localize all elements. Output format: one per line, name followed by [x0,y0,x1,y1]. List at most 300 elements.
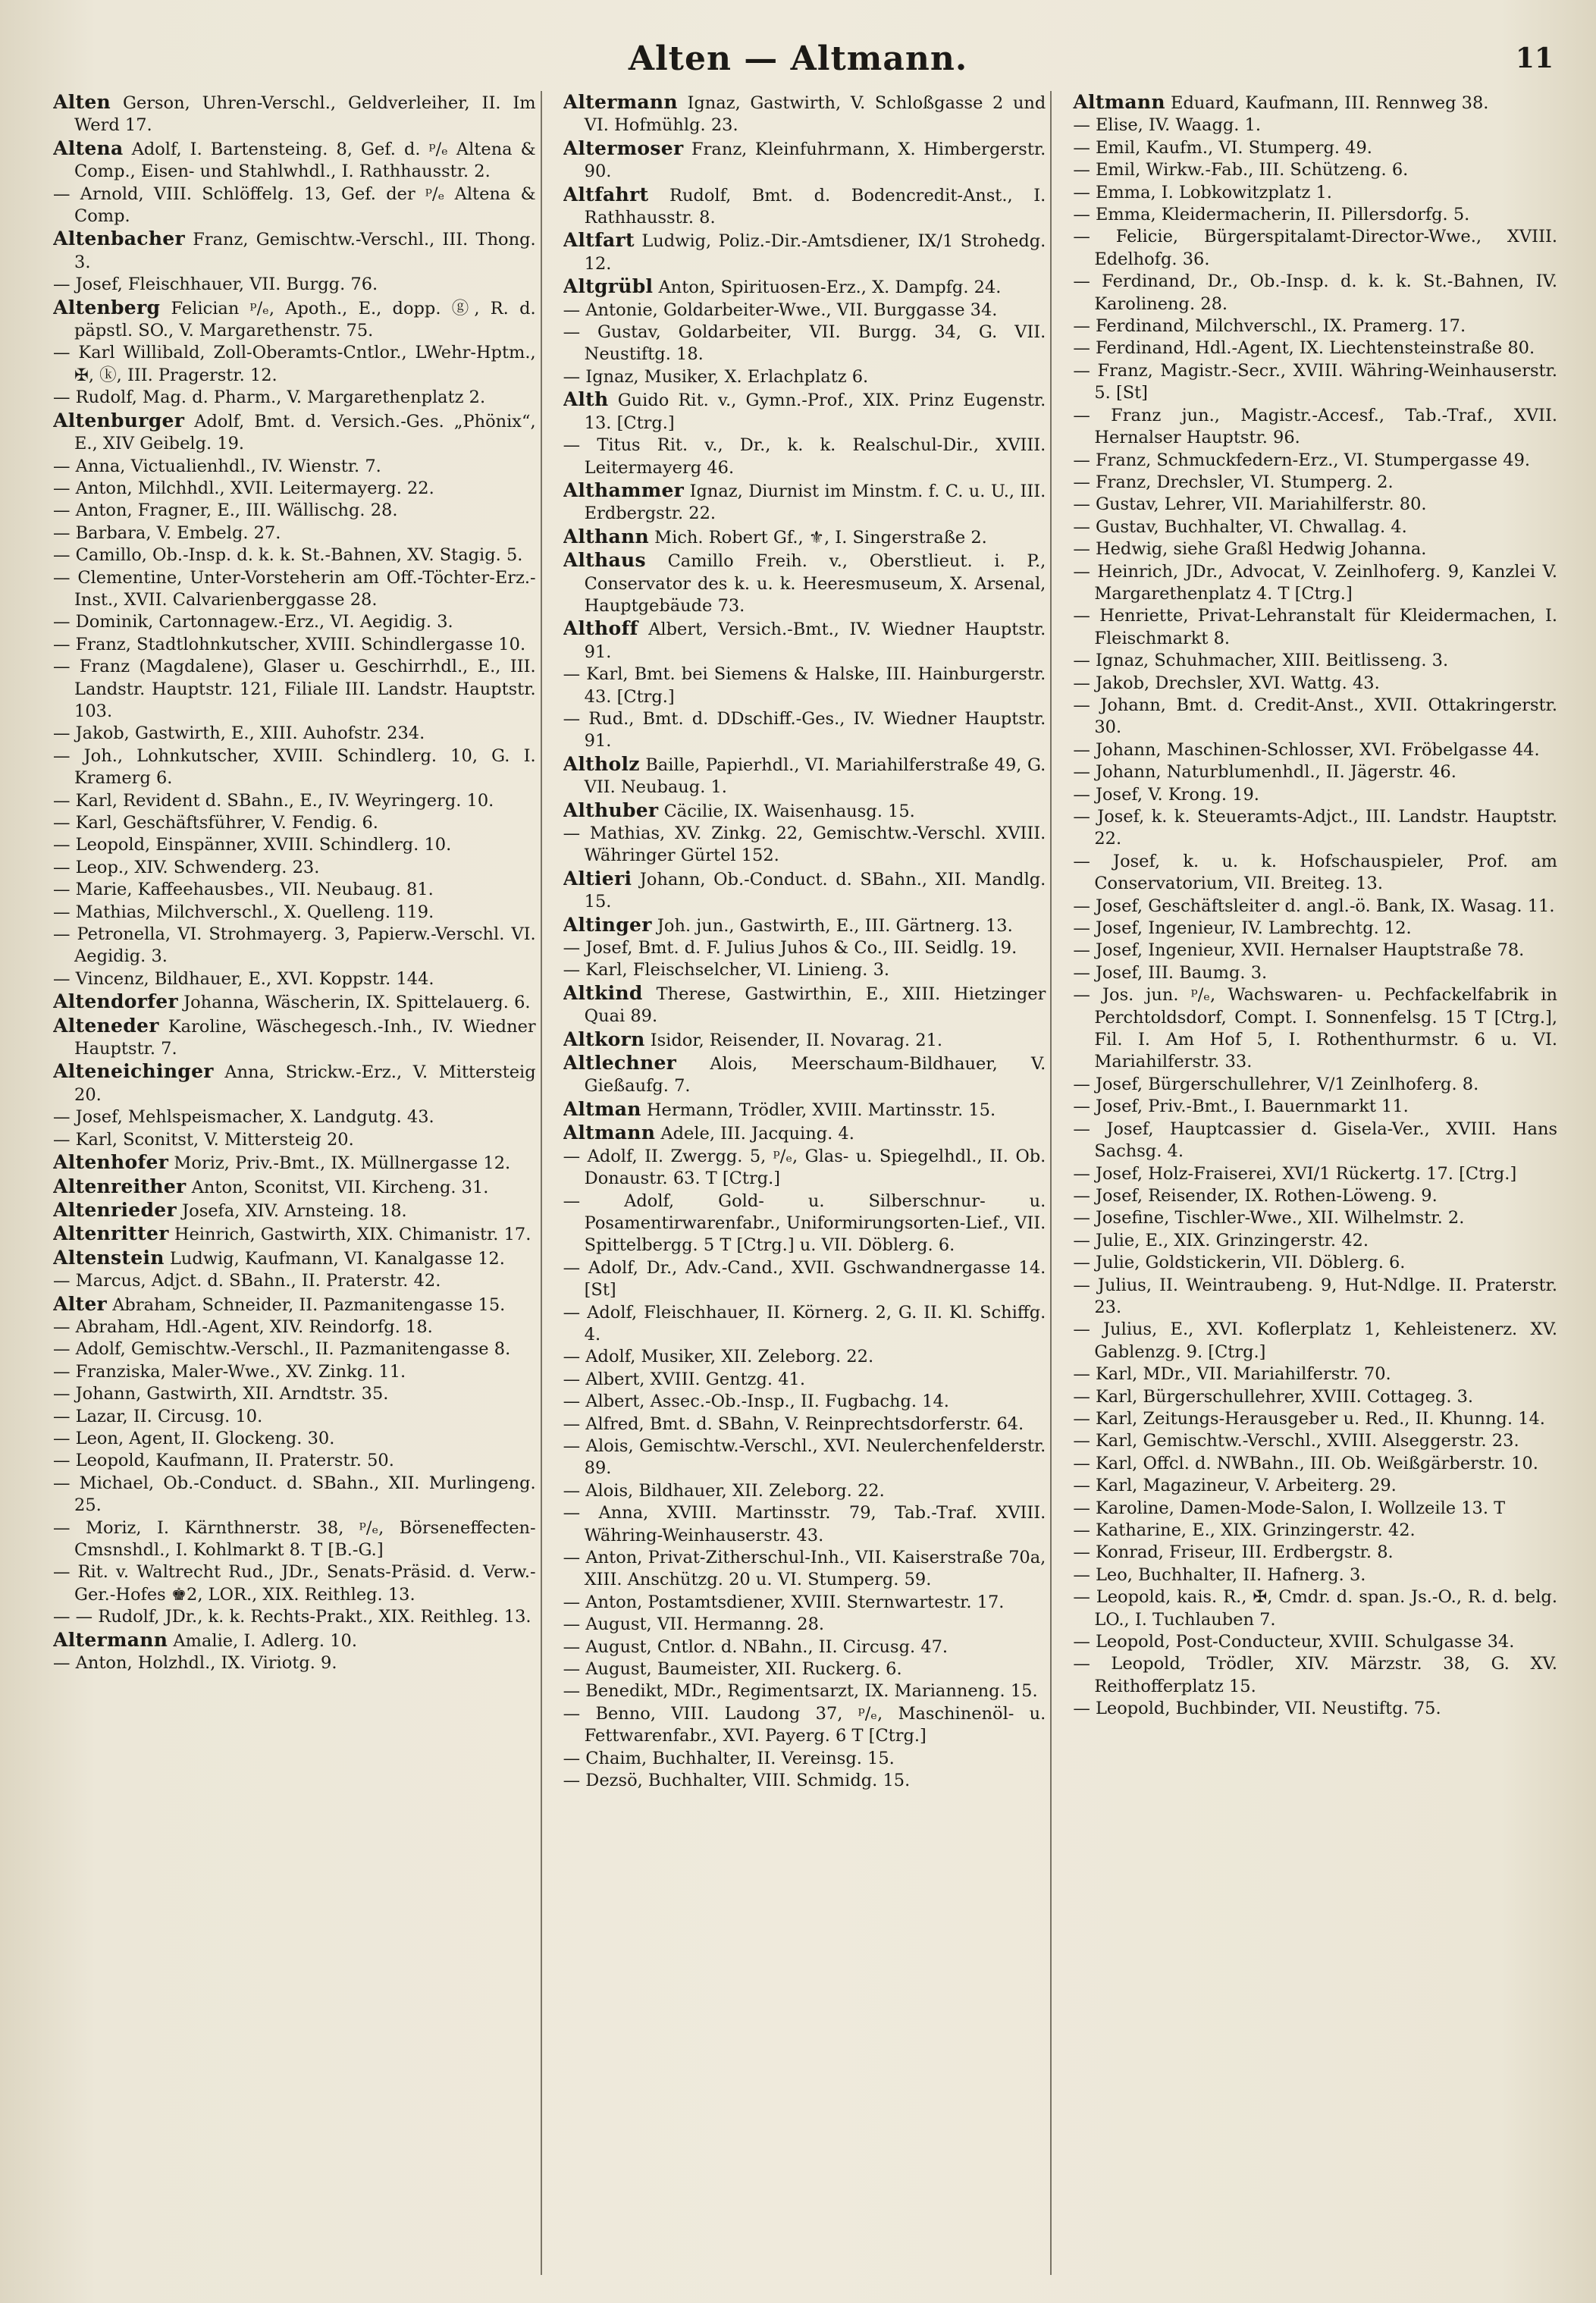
entry-text: — Alois, Bildhauer, XII. Zeleborg. 22. [563,1480,885,1501]
entry-text: Albert, Versich.-Bmt., IV. Wiedner Hauptstr. 91. [584,620,1046,662]
entry-surname: Altkorn [563,1028,645,1050]
entry-text: — Adolf, Musiker, XII. Zeleborg. 22. [563,1347,874,1367]
entry-surname: Altlechner [563,1052,677,1075]
directory-entry [563,1480,1046,1502]
entry-text: — Karl, Magazineur, V. Arbeiterg. 29. [1073,1476,1397,1496]
directory-entry [563,868,1046,914]
entry-text: — Rit. v. Waltrecht Rud., JDr., Senats-Präsid. d. Verw.-Ger.-Hofes ♚2, LOR., XIX. Reithleg. 13. [53,1562,536,1605]
entry-text: Camillo Freih. v., Oberstlieut. i. P., Conservator des k. u. k. Heeresmuseum, X. Arsenal, Hauptgebäude 73. [584,551,1046,616]
directory-entry [563,1302,1046,1347]
entry-surname: Altenrieder [53,1198,177,1221]
entry-text: — Henriette, Privat-Lehranstalt für Kleidermachen, I. Fleischmarkt 8. [1073,606,1557,648]
entry-text: Amalie, I. Adlerg. 10. [173,1630,358,1651]
directory-entry [563,617,1046,664]
entry-surname: Altfahrt [563,183,649,206]
entry-text: — Josef, Fleischhauer, VII. Burgg. 76. [53,275,378,295]
entry-text: — Adolf, II. Zwergg. 5, ᵖ/ₑ, Glas- u. Spiegelhdl., II. Ob. Donaustr. 63. T [Ctrg.] [563,1146,1046,1189]
directory-entry [53,1316,536,1338]
entry-surname: Altmann [1073,91,1165,113]
directory-entry [563,1346,1046,1368]
entry-text: — Johann, Maschinen-Schlosser, XVI. Fröbelgasse 44. [1073,739,1540,760]
directory-entry [1073,1363,1557,1385]
entry-surname: Alten [53,91,111,113]
directory-entry [563,1547,1046,1592]
entry-text: — Alfred, Bmt. d. SBahn, V. Reinprechtsdorferstr. 64. [563,1413,1024,1434]
entry-surname: Altieri [563,867,632,890]
entry-text: — Clementine, Unter-Vorsteherin am Off.-Töchter-Erz.-Inst., XVII. Calvarienberggasse 28. [53,567,536,610]
entry-surname: Altena [53,136,124,159]
directory-entry [563,1435,1046,1480]
directory-entry [563,479,1046,526]
page-number: 11 [1515,42,1554,74]
directory-entry [563,1770,1046,1792]
entry-text: — Karl, Zeitungs-Herausgeber u. Red., II. Khunng. 14. [1073,1408,1545,1429]
entry-text: — Johann, Bmt. d. Credit-Anst., XVII. Ottakringerstr. 30. [1073,695,1557,738]
entry-text: — Josef, Bmt. d. F. Julius Juhos & Co., III. Seidlg. 19. [563,938,1017,959]
directory-entry [563,1098,1046,1122]
entry-text: — Anna, Victualienhdl., IV. Wienstr. 7. [53,456,381,476]
entry-surname: Althann [563,525,649,548]
directory-entry [563,1748,1046,1770]
entry-surname: Altkind [563,981,643,1004]
entry-text: — Karoline, Damen-Mode-Salon, I. Wollzeile 13. T [1073,1498,1506,1518]
directory-entry [53,1199,536,1222]
entry-text: — Karl Willibald, Zoll-Oberamts-Cntlor., LWehr-Hptm., ✠, ⓚ, III. Pragerstr. 12. [53,343,536,385]
entry-text: — Josef, k. u. k. Hofschauspieler, Prof. am Conservatorium, VII. Breiteg. 13. [1073,851,1557,894]
entry-text: — Karl, Gemischtw.-Verschl., XVIII. Alseggerstr. 23. [1073,1431,1519,1451]
directory-entry [53,500,536,522]
directory-entry [53,611,536,633]
directory-entry [1073,1586,1557,1631]
directory-entry [53,1129,536,1151]
entry-surname: Alter [53,1292,108,1315]
entry-text: — Dominik, Cartonnagew.-Erz., VI. Aegidig. 3. [53,612,453,632]
entry-surname: Altenhofer [53,1151,169,1174]
entry-text: — Hedwig, siehe Graßl Hedwig Johanna. [1073,539,1427,560]
directory-entry [1073,605,1557,650]
directory-entry [1073,896,1557,918]
directory-entry [53,1383,536,1405]
directory-entry [1073,739,1557,761]
directory-entry [563,1369,1046,1391]
entry-text: — August, VII. Hermanng. 28. [563,1614,825,1635]
directory-entry [563,799,1046,823]
entry-surname: Altholz [563,752,640,775]
entry-surname: Altendorfer [53,990,178,1013]
entry-text: Mich. Robert Gf., ⚜, I. Singerstraße 2. [654,527,987,548]
entry-text: — Elise, IV. Waagg. 1. [1073,115,1262,136]
directory-entry [563,1391,1046,1413]
directory-entry [53,857,536,879]
entry-text: — Vincenz, Bildhauer, E., XVI. Koppstr. 144. [53,968,434,989]
directory-entry [53,137,536,184]
entry-text: Isidor, Reisender, II. Novarag. 21. [650,1030,943,1050]
entry-text: — Gustav, Buchhalter, VI. Chwallag. 4. [1073,516,1407,537]
directory-entry [1073,984,1557,1074]
entry-text: — Marie, Kaffeehausbes., VII. Neubaug. 81. [53,880,434,900]
directory-entry [1073,673,1557,695]
directory-entry [1073,1074,1557,1096]
entry-surname: Althammer [563,478,685,501]
entry-text: — Lazar, II. Circusg. 10. [53,1406,263,1426]
directory-entry [53,656,536,723]
directory-entry [563,708,1046,753]
directory-entry [1073,695,1557,739]
entry-surname: Altermann [53,1628,168,1651]
entry-text: — Leopold, Post-Conducteur, XVIII. Schulgasse 34. [1073,1632,1515,1652]
entry-text: — Heinrich, JDr., Advocat, V. Zeinlhoferg. 9, Kanzlei V. Margarethenplatz 4. T [Ctrg.] [1073,561,1557,604]
directory-entry [563,664,1046,708]
entry-text: — Jos. jun. ᵖ/ₑ, Wachswaren- u. Pechfackelfabrik in Perchtoldsdorf, Compt. I. Sonnenfelsg. 15 T [Ctrg.], Fil. I. Am Hof 5, I. Rothenthurmstr. 6 u. VI. Mariahilferstr. 33. [1073,985,1557,1072]
directory-entry [1073,1542,1557,1564]
entry-text: — Chaim, Buchhalter, II. Vereinsg. 15. [563,1748,895,1768]
directory-entry [53,1450,536,1472]
entry-text: — Dezsö, Buchhalter, VIII. Schmidg. 15. [563,1771,911,1791]
directory-entry [563,229,1046,275]
entry-text: — Karl, Offcl. d. NWBahn., III. Ob. Weißgärberstr. 10. [1073,1453,1538,1473]
entry-text: — Anton, Postamtsdiener, XVIII. Sternwartestr. 17. [563,1592,1005,1612]
entry-text: — Franziska, Maler-Wwe., XV. Zinkg. 11. [53,1361,406,1382]
directory-entry [53,1473,536,1517]
directory-entry [1073,1653,1557,1698]
directory-entry [563,1052,1046,1098]
directory-entry [53,879,536,901]
directory-entry [1073,1564,1557,1586]
directory-entry [53,1606,536,1628]
entry-text: Franz, Gemischtw.-Verschl., III. Thong. 3. [74,230,536,272]
entry-text: — Rud., Bmt. d. DDschiff.-Ges., IV. Wiedner Hauptstr. 91. [563,708,1046,751]
page-header [0,39,1596,85]
directory-entry [53,409,536,456]
entry-text: — Mathias, XV. Zinkg. 22, Gemischtw.-Verschl. XVIII. Währinger Gürtel 152. [563,824,1046,866]
entry-text: — Franz jun., Magistr.-Accesf., Tab.-Traf., XVII. Hernalser Hauptstr. 96. [1073,405,1557,448]
entry-surname: Altermann [563,91,678,113]
entry-text: — Josef, Hauptcassier d. Gisela-Ver., XVIII. Hans Sachsg. 4. [1073,1119,1557,1162]
entry-surname: Alteneichinger [53,1060,214,1083]
entry-surname: Altmann [563,1122,656,1144]
entry-text: — Karl, Bürgerschullehrer, XVIII. Cottageg. 3. [1073,1386,1474,1407]
directory-entry [1073,271,1557,315]
column-2 [563,91,1052,2275]
entry-text: — — Rudolf, JDr., k. k. Rechts-Prakt., XIX. Reithleg. 13. [53,1607,531,1627]
entry-text: — Petronella, VI. Strohmayerg. 3, Papierw.-Verschl. VI. Aegidig. 3. [53,924,536,967]
entry-text: Johann, Ob.-Conduct. d. SBahn., XII. Mandlg. 15. [584,869,1046,912]
entry-text: — Mathias, Milchverschl., X. Quelleng. 119. [53,902,434,922]
directory-entry [563,982,1046,1028]
entry-text: — Anton, Privat-Zitherschul-Inh., VII. Kaiserstraße 70a, XIII. Anschützg. 20 u. VI. Stumperg. 59. [563,1548,1046,1590]
entry-text: — Leop., XIV. Schwenderg. 23. [53,857,320,877]
entry-text: — Jakob, Drechsler, XVI. Wattg. 43. [1073,673,1380,693]
entry-text: — Leo, Buchhalter, II. Hafnerg. 3. [1073,1564,1366,1585]
entry-text: — Josefine, Tischler-Wwe., XII. Wilhelmstr. 2. [1073,1208,1465,1228]
directory-entry [1073,761,1557,783]
entry-text: — Leopold, Buchbinder, VII. Neustiftg. 75. [1073,1699,1441,1719]
directory-entry [1073,1453,1557,1475]
directory-entry [53,990,536,1014]
entry-text: — Jakob, Gastwirth, E., XIII. Auhofstr. 234. [53,723,425,744]
entry-text: Ignaz, Diurnist im Minstm. f. C. u. U., III. Erdbergstr. 22. [584,481,1046,524]
directory-entry [1073,784,1557,806]
entry-text: — Josef, Reisender, IX. Rothen-Löweng. 9. [1073,1185,1438,1206]
directory-entry [53,834,536,856]
directory-entry [1073,1698,1557,1720]
directory-entry [53,227,536,274]
entry-text: — Felicie, Bürgerspitalamt-Director-Wwe., XVIII. Edelhofg. 36. [1073,227,1557,269]
directory-entry [563,1636,1046,1658]
entry-text: Ignaz, Gastwirth, V. Schloßgasse 2 und VI. Hofmühlg. 23. [584,93,1046,136]
directory-entry [563,1592,1046,1614]
entry-text: — Karl, Fleischselcher, VI. Linieng. 3. [563,960,890,981]
entry-text: — Adolf, Gemischtw.-Verschl., II. Pazmanitengasse 8. [53,1339,511,1360]
entry-surname: Altinger [563,913,652,936]
entry-text: — Emma, Kleidermacherin, II. Pillersdorfg. 5. [1073,205,1470,225]
directory-entry [53,1015,536,1061]
entry-text: — Marcus, Adjct. d. SBahn., II. Praterstr. 42. [53,1271,441,1291]
entry-text: — Leopold, Trödler, XIV. Märzstr. 38, G. XV. Reithofferplatz 15. [1073,1654,1557,1696]
directory-entry [53,1338,536,1360]
directory-entry [53,812,536,834]
directory-entry [53,634,536,656]
entry-surname: Alteneder [53,1014,159,1037]
entry-text: — Arnold, VIII. Schlöffelg. 13, Gef. der ᵖ/ₑ Altena & Comp. [53,184,536,227]
entry-text: Rudolf, Bmt. d. Bodencredit-Anst., I. Rathhausstr. 8. [584,185,1046,228]
directory-entry [53,1629,536,1652]
directory-entry [563,1028,1046,1052]
directory-entry [563,1703,1046,1748]
entry-text: — Karl, MDr., VII. Mariahilferstr. 70. [1073,1364,1391,1385]
entry-text: — Johann, Naturblumenhdl., II. Jägerstr. 46. [1073,762,1456,783]
directory-entry [53,790,536,812]
directory-entry [563,1146,1046,1191]
directory-entry [1073,159,1557,181]
entry-surname: Alth [563,388,609,411]
entry-text: — Karl, Sconitst, V. Mittersteig 20. [53,1129,354,1150]
entry-text: — Katharine, E., XIX. Grinzingerstr. 42. [1073,1520,1416,1540]
entry-text: — Camillo, Ob.-Insp. d. k. k. St.-Bahnen, XV. Stagig. 5. [53,545,523,566]
entry-text: Anna, Strickw.-Erz., V. Mittersteig 20. [74,1062,536,1105]
directory-entry [1073,1408,1557,1430]
entry-text: — Emil, Kaufm., VI. Stumperg. 49. [1073,137,1372,158]
entry-text: — Albert, Assec.-Ob.-Insp., II. Fugbachg. 14. [563,1392,949,1412]
entry-text: — Josef, Holz-Fraiserei, XVI/1 Rückertg. 17. [Ctrg.] [1073,1163,1517,1184]
directory-entry [563,914,1046,937]
directory-entry [53,456,536,478]
entry-text: — Karl, Bmt. bei Siemens & Halske, III. Hainburgerstr. 43. [Ctrg.] [563,664,1046,707]
entry-text: — Anton, Fragner, E., III. Wällischg. 28. [53,500,398,521]
directory-entry [563,1122,1046,1145]
directory-entry [53,1293,536,1316]
entry-text: — Rudolf, Mag. d. Pharm., V. Margarethenplatz 2. [53,387,486,408]
directory-entry [1073,315,1557,337]
entry-text: — Titus Rit. v., Dr., k. k. Realschul-Dir., XVIII. Leitermayerg 46. [563,435,1046,478]
entry-text: — Josef, k. k. Steueramts-Adjct., III. Landstr. Hauptstr. 22. [1073,807,1557,849]
directory-entry [563,275,1046,299]
entry-text: — Emil, Wirkw.-Fab., III. Schützeng. 6. [1073,160,1409,180]
entry-surname: Altenberg [53,296,161,318]
entry-text: — Leopold, Kaufmann, II. Praterstr. 50. [53,1451,394,1471]
entry-text: — Josef, Geschäftsleiter d. angl.-ö. Bank, IX. Wasag. 11. [1073,896,1555,916]
entry-text: — Ignaz, Schuhmacher, XIII. Beitlisseng. 3. [1073,651,1449,671]
entry-surname: Altenstein [53,1246,165,1269]
entry-surname: Altenritter [53,1222,169,1245]
directory-entry [1073,1386,1557,1408]
directory-entry [53,184,536,228]
entry-text: — Adolf, Gold- u. Silberschnur- u. Posamentirwarenfabr., Uniformirungsorten-Lief., VII. Spittelbergg. 5 T [Ctrg.] u. VII. Döblerg. 6. [563,1191,1046,1256]
directory-entry [563,823,1046,868]
entry-text: — August, Baumeister, XII. Ruckerg. 6. [563,1659,902,1680]
directory-entry [1073,806,1557,851]
entry-text: — Anton, Milchhdl., XVII. Leitermayerg. 22. [53,478,434,498]
entry-text: — Ferdinand, Hdl.-Agent, IX. Liechtensteinstraße 80. [1073,338,1535,359]
directory-entry [53,274,536,296]
entry-text: — Joh., Lohnkutscher, XVIII. Schindlerg. 10, G. I. Kramerg 6. [53,745,536,789]
entry-text: — Alois, Gemischtw.-Verschl., XVI. Neulerchenfelderstr. 89. [563,1435,1046,1479]
directory-entry [563,184,1046,230]
entry-surname: Althaus [563,549,646,572]
directory-entry [1073,472,1557,494]
directory-entry [1073,940,1557,962]
directory-entry [53,297,536,343]
directory-entry [563,1257,1046,1302]
directory-entry [1073,494,1557,516]
entry-surname: Althoff [563,617,638,640]
entry-text: — Leopold, kais. R., ✠, Cmdr. d. span. Js.-O., R. d. belg. LO., I. Tuchlauben 7. [1073,1587,1557,1630]
entry-text: Moriz, Priv.-Bmt., IX. Müllnergasse 12. [174,1153,511,1174]
entry-surname: Altenbacher [53,227,185,250]
directory-entry [1073,337,1557,359]
entry-text: Johanna, Wäscherin, IX. Spittelauerg. 6. [183,993,531,1013]
directory-entry [563,1658,1046,1680]
directory-entry [563,526,1046,549]
entry-text: — Barbara, V. Embelg. 27. [53,522,281,543]
entry-surname: Altenreither [53,1175,187,1197]
directory-entry [1073,962,1557,984]
directory-entry [563,435,1046,479]
directory-entry [563,1191,1046,1257]
entry-columns [53,91,1562,2275]
directory-entry [53,1652,536,1674]
directory-entry [1073,226,1557,271]
entry-text: — Franz, Stadtlohnkutscher, XVIII. Schindlergasse 10. [53,634,526,654]
directory-entry [563,753,1046,799]
entry-text: — Johann, Gastwirth, XII. Arndtstr. 35. [53,1384,389,1404]
directory-entry [1073,1631,1557,1653]
directory-entry [563,137,1046,184]
entry-text: — Josef, Priv.-Bmt., I. Bauernmarkt 11. [1073,1097,1409,1117]
entry-text: Joh. jun., Gastwirth, E., III. Gärtnerg. 13. [657,915,1013,936]
directory-entry [1073,204,1557,226]
entry-text: — Franz, Schmuckfedern-Erz., VI. Stumpergasse 49. [1073,450,1531,470]
directory-entry [1073,1230,1557,1252]
entry-text: — Adolf, Fleischhauer, II. Körnerg. 2, G. II. Kl. Schiffg. 4. [563,1302,1046,1344]
entry-text: — Franz, Magistr.-Secr., XVIII. Währing-Weinhauserstr. 5. [St] [1073,360,1557,403]
entry-surname: Altenburger [53,409,185,431]
directory-entry [563,300,1046,322]
directory-entry [1073,1252,1557,1274]
entry-text: — Antonie, Goldarbeiter-Wwe., VII. Burggasse 34. [563,300,998,320]
directory-entry [563,1614,1046,1636]
entry-text: Baille, Papierhdl., VI. Mariahilferstraße 49, G. VII. Neubaug. 1. [584,755,1046,798]
entry-text: Guido Rit. v., Gymn.-Prof., XIX. Prinz Eugenstr. 13. [Ctrg.] [584,391,1046,433]
entry-text: Adele, III. Jacquing. 4. [660,1124,854,1144]
directory-entry [53,723,536,745]
entry-text: Adolf, I. Bartensteing. 8, Gef. d. ᵖ/ₑ Altena & Comp., Eisen- und Stahlwhdl., I. Rathhausstr. 2. [74,139,536,182]
directory-entry [53,745,536,790]
entry-text: — Karl, Geschäftsführer, V. Fendig. 6. [53,813,378,833]
entry-text: — Emma, I. Lobkowitzplatz 1. [1073,182,1332,202]
directory-entry [53,1175,536,1199]
entry-text: — Ignaz, Musiker, X. Erlachplatz 6. [563,366,869,387]
directory-entry [53,1270,536,1292]
entry-text: — Leopold, Einspänner, XVIII. Schindlerg. 10. [53,835,452,855]
directory-entry [1073,1096,1557,1118]
directory-entry [53,924,536,968]
entry-text: — Julius, II. Weintraubeng. 9, Hut-Ndlge. II. Praterstr. 23. [1073,1275,1557,1317]
entry-text: — Benno, VIII. Laudong 37, ᵖ/ₑ, Maschinenöl- u. Fettwarenfabr., XVI. Payerg. 6 T [Ctrg.] [563,1703,1046,1746]
entry-text: Anton, Spirituosen-Erz., X. Dampfg. 24. [658,278,1002,298]
entry-text: — Julius, E., XVI. Koflerplatz 1, Kehleistenerz. XV. Gablenzg. 9. [Ctrg.] [1073,1319,1557,1362]
entry-text: Franz, Kleinfuhrmann, X. Himbergerstr. 90. [584,139,1046,182]
directory-entry [1073,1185,1557,1207]
directory-entry [1073,115,1557,136]
directory-entry [563,322,1046,366]
directory-entry [1073,182,1557,204]
entry-text: Abraham, Schneider, II. Pazmanitengasse 15. [112,1294,506,1315]
directory-entry [1073,1119,1557,1163]
entry-text: Cäcilie, IX. Waisenhausg. 15. [663,801,915,821]
directory-entry [1073,516,1557,538]
entry-text: — Leon, Agent, II. Glockeng. 30. [53,1428,335,1448]
directory-entry [563,91,1046,137]
directory-entry [1073,1207,1557,1229]
entry-surname: Altman [563,1097,641,1120]
directory-entry [563,1502,1046,1547]
entry-text: Gerson, Uhren-Verschl., Geldverleiher, II. Im Werd 17. [74,93,536,136]
entry-surname: Altermoser [563,136,684,159]
entry-text: — Franz (Magdalene), Glaser u. Geschirrhdl., E., III. Landstr. Hauptstr. 121, Filiale III. Landstr. Hauptstr. 103. [53,657,536,721]
entry-text: — Gustav, Goldarbeiter, VII. Burgg. 34, G. VII. Neustiftg. 18. [563,322,1046,365]
column-3 [1073,91,1562,2275]
entry-text: — Adolf, Dr., Adv.-Cand., XVII. Gschwandnergasse 14. [St] [563,1257,1046,1301]
entry-text: — Anna, XVIII. Martinsstr. 79, Tab.-Traf. XVIII. Währing-Weinhauserstr. 43. [563,1503,1046,1545]
directory-entry [563,937,1046,959]
directory-entry [1073,561,1557,606]
directory-entry [53,1428,536,1450]
directory-entry [1073,360,1557,405]
directory-entry [1073,650,1557,672]
directory-entry [1073,1520,1557,1542]
entry-text: — Josef, Ingenieur, IV. Lambrechtg. 12. [1073,918,1412,939]
entry-text: Ludwig, Poliz.-Dir.-Amtsdiener, IX/1 Strohedg. 12. [584,231,1046,274]
directory-entry [53,1517,536,1562]
directory-entry [1073,450,1557,472]
directory-entry [563,1413,1046,1435]
entry-text: — Josef, V. Krong. 19. [1073,784,1259,805]
directory-entry [1073,91,1557,115]
entry-text: Anton, Sconitst, VII. Kircheng. 31. [191,1177,489,1197]
entry-text: — Ferdinand, Milchverschl., IX. Pramerg. 17. [1073,316,1466,337]
directory-entry [53,1561,536,1606]
entry-text: — Gustav, Lehrer, VII. Mariahilferstr. 80. [1073,494,1427,515]
entry-text: Eduard, Kaufmann, III. Rennweg 38. [1171,93,1489,113]
entry-text: Josefa, XIV. Arnsteing. 18. [182,1200,407,1221]
entry-text: — Josef, III. Baumg. 3. [1073,962,1268,983]
entry-text: — Julie, E., XIX. Grinzingerstr. 42. [1073,1230,1369,1250]
entry-text: Heinrich, Gastwirth, XIX. Chimanistr. 17. [174,1225,531,1245]
directory-entry [53,522,536,544]
entry-text: Therese, Gastwirthin, E., XIII. Hietzinger Quai 89. [584,984,1046,1027]
entry-text: — Albert, XVIII. Gentzg. 41. [563,1369,805,1389]
